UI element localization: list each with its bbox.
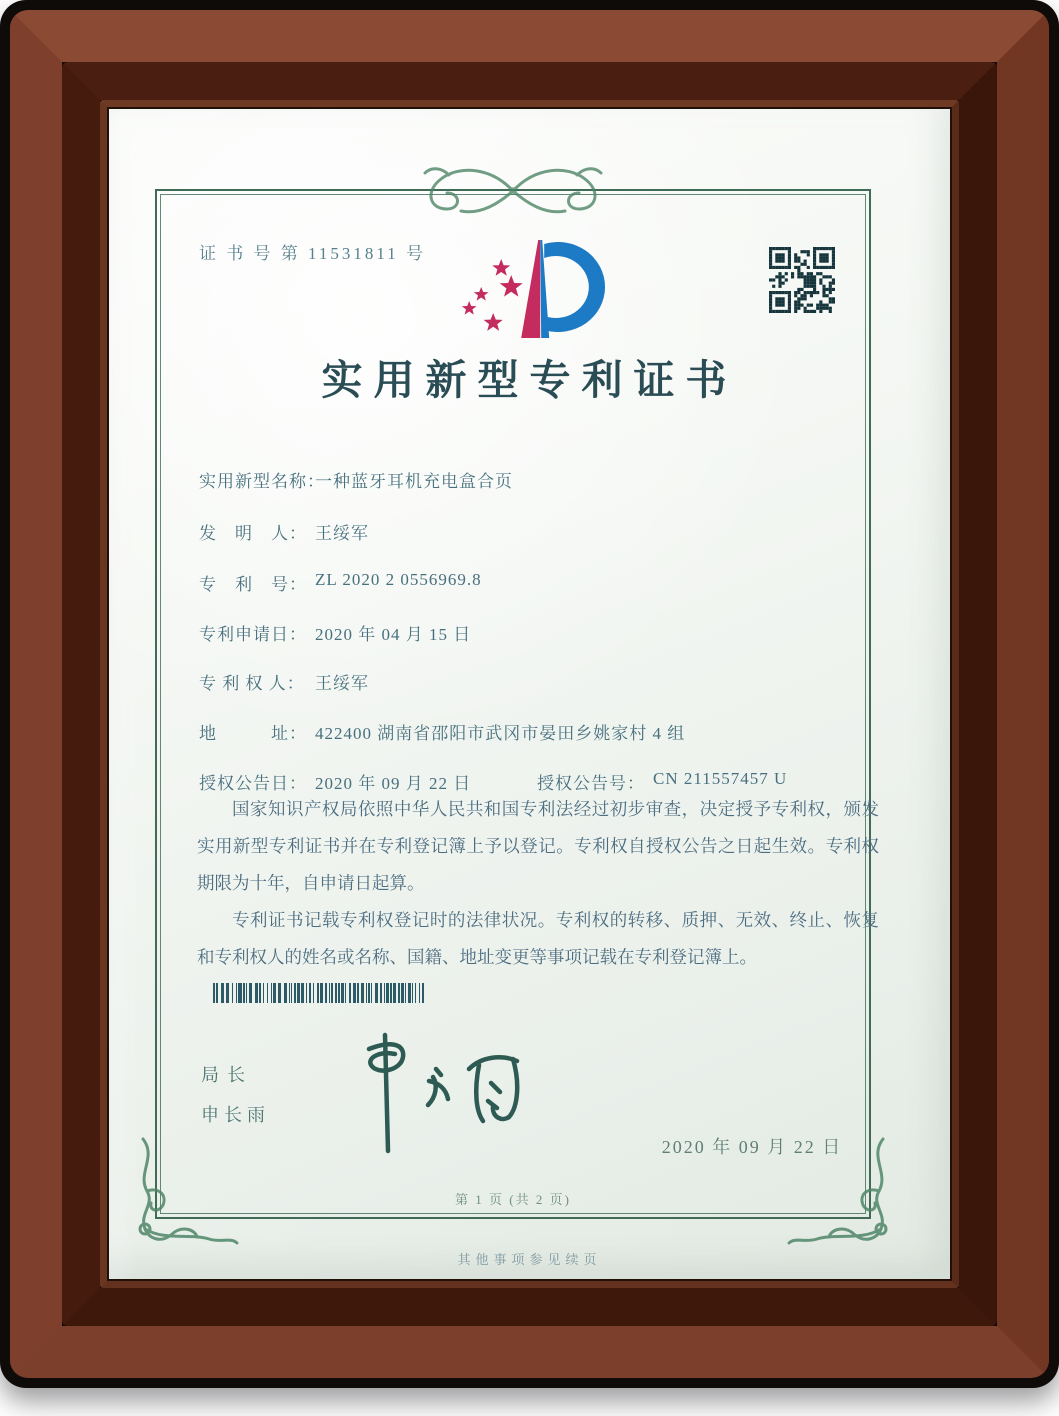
field-value: 2020 年 09 月 22 日: [315, 774, 472, 793]
field-value: CN 211557457 U: [653, 769, 788, 788]
field-value: 一种蓝牙耳机充电盒合页: [315, 472, 513, 491]
director-handwritten-signature: [331, 1027, 546, 1162]
director-title-label: 局长: [201, 1065, 253, 1085]
field-label: 专利申请日：: [199, 625, 307, 644]
qr-code: [769, 247, 835, 313]
barcode: [213, 983, 431, 1003]
field-label: 授权公告日：: [199, 774, 307, 793]
field-value: 王绥军: [315, 524, 369, 543]
wood-frame-outer: [10, 10, 1049, 1378]
certificate-paper: [109, 109, 950, 1279]
field-value: 2020 年 04 月 15 日: [315, 625, 472, 644]
issue-date: 2020 年 09 月 22 日: [661, 1137, 843, 1157]
field-label: 实用新型名称：: [199, 472, 325, 491]
wood-frame-inner: [62, 62, 997, 1326]
continuation-footnote: 其他事项参见续页: [457, 1252, 602, 1267]
field-label: 授权公告号：: [537, 774, 645, 793]
wood-frame-lip: [100, 100, 959, 1288]
legal-paragraph-grant: 国家知识产权局依照中华人民共和国专利法经过初步审查，决定授予专利权，颁发实用新型专利证书并在专利登记簿上予以登记。专利权自授权公告之日起生效。专利权期限为十年，自申请日起算。: [197, 799, 879, 893]
certificate-title: 实用新型专利证书: [321, 357, 738, 403]
certificate-number: 证 书 号 第 11531811 号: [199, 244, 426, 263]
director-printed-name: 申长雨: [201, 1105, 270, 1125]
field-label: 发 明 人：: [199, 524, 307, 543]
field-value: ZL 2020 2 0556969.8: [315, 570, 482, 589]
field-value: 422400 湖南省邵阳市武冈市晏田乡姚家村 4 组: [315, 724, 686, 743]
frame-inner-edge: [107, 107, 952, 1281]
field-value: 王绥军: [315, 674, 369, 693]
cnipa-patent-office-logo: [445, 237, 605, 343]
field-label: 地 址：: [199, 724, 307, 743]
field-label: 专 利 权 人：: [199, 674, 305, 693]
page-number-info: 第 1 页 (共 2 页): [455, 1192, 571, 1207]
field-label: 专 利 号：: [199, 575, 307, 594]
legal-paragraph-register: 专利证书记载专利权登记时的法律状况。专利权的转移、质押、无效、终止、恢复和专利权人的姓名或名称、国籍、地址变更等事项记载在专利登记簿上。: [197, 910, 879, 967]
legal-text-block: [197, 791, 879, 976]
